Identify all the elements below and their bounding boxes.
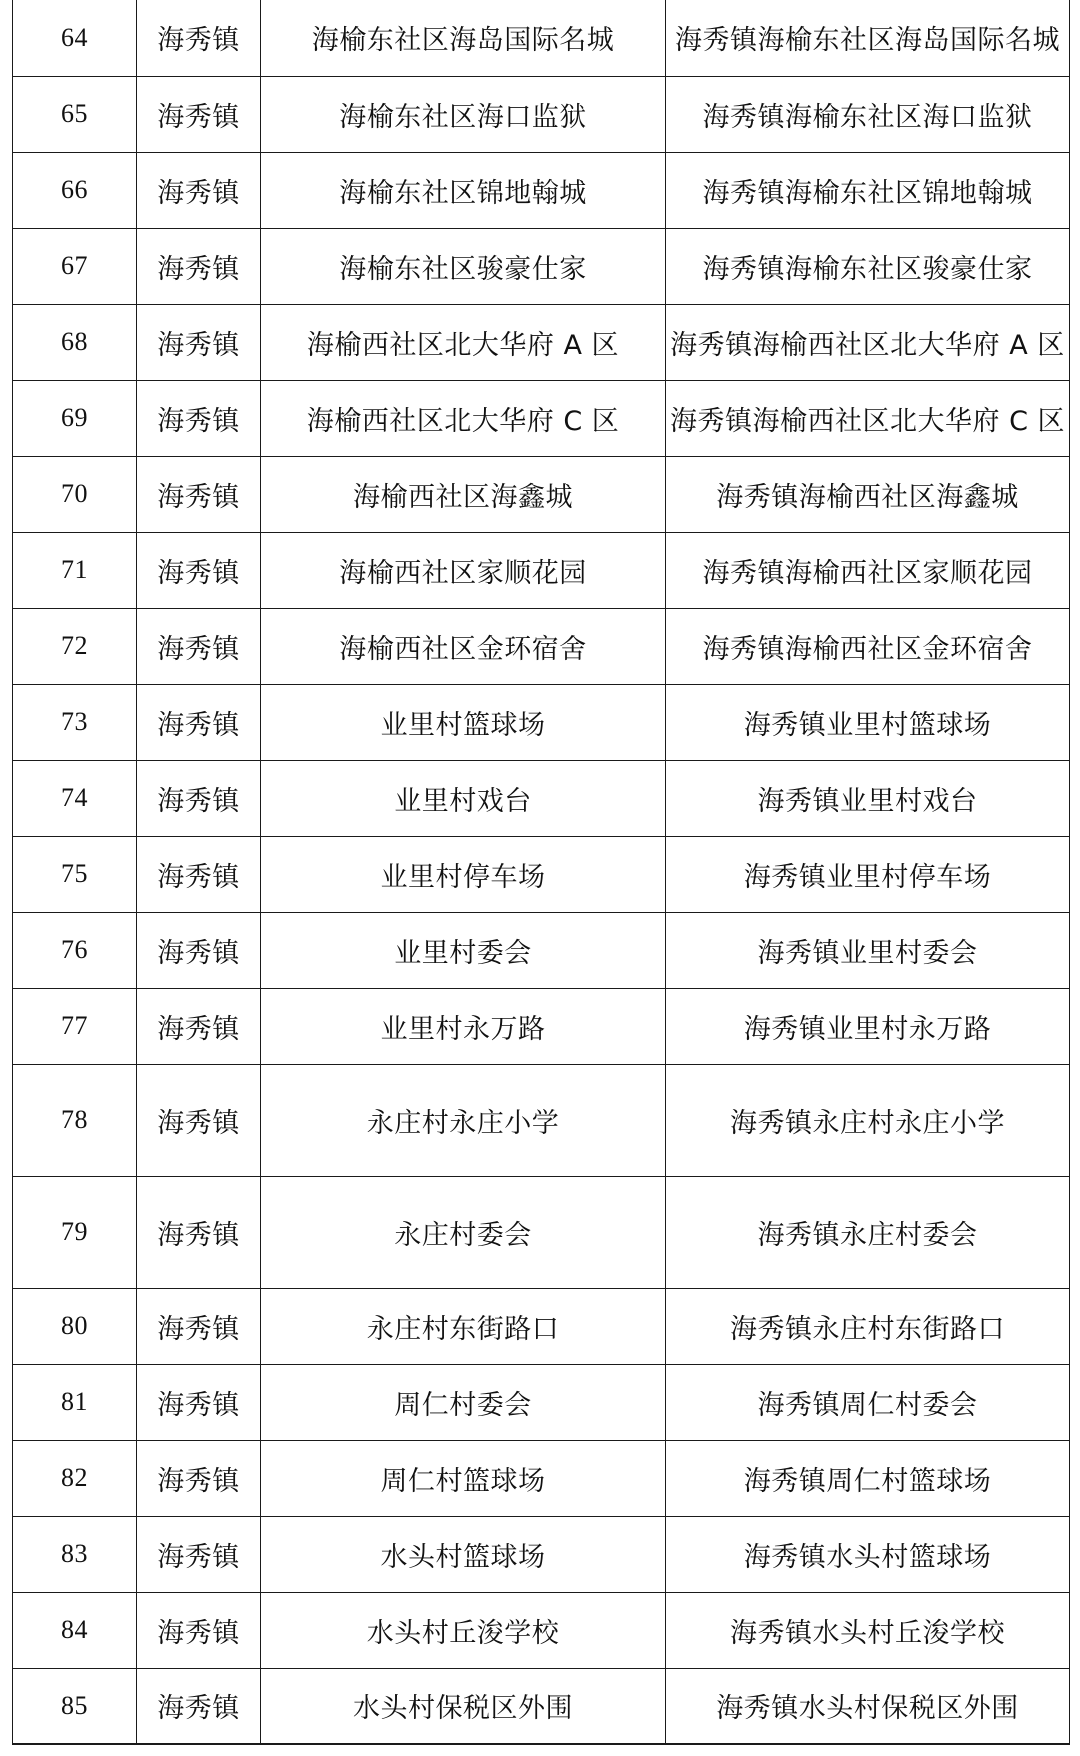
full-address-cell: 海秀镇业里村篮球场 bbox=[666, 684, 1070, 760]
town-cell: 海秀镇 bbox=[137, 228, 261, 304]
site-cell: 海榆东社区锦地翰城 bbox=[261, 152, 666, 228]
row-number: 82 bbox=[13, 1440, 137, 1516]
town-cell: 海秀镇 bbox=[137, 912, 261, 988]
table-row bbox=[13, 380, 1070, 456]
full-address-cell: 海秀镇海榆西社区海鑫城 bbox=[666, 456, 1070, 532]
site-cell: 海榆东社区海岛国际名城 bbox=[261, 0, 666, 76]
town-cell: 海秀镇 bbox=[137, 0, 261, 76]
site-cell: 水头村篮球场 bbox=[261, 1516, 666, 1592]
full-address-cell: 海秀镇海榆东社区海口监狱 bbox=[666, 76, 1070, 152]
site-cell: 业里村永万路 bbox=[261, 988, 666, 1064]
full-address-cell: 海秀镇周仁村委会 bbox=[666, 1364, 1070, 1440]
row-number: 72 bbox=[13, 608, 137, 684]
table-row bbox=[13, 1064, 1070, 1176]
town-cell: 海秀镇 bbox=[137, 152, 261, 228]
table-row bbox=[13, 988, 1070, 1064]
table-row bbox=[13, 76, 1070, 152]
town-cell: 海秀镇 bbox=[137, 760, 261, 836]
site-cell: 永庄村委会 bbox=[261, 1176, 666, 1288]
site-cell: 水头村保税区外围 bbox=[261, 1668, 666, 1744]
table-row bbox=[13, 228, 1070, 304]
row-number: 79 bbox=[13, 1176, 137, 1288]
table-row bbox=[13, 456, 1070, 532]
site-cell: 海榆西社区北大华府 C 区 bbox=[261, 380, 666, 456]
full-address-cell: 海秀镇海榆西社区金环宿舍 bbox=[666, 608, 1070, 684]
table-row bbox=[13, 1364, 1070, 1440]
row-number: 73 bbox=[13, 684, 137, 760]
full-address-cell: 海秀镇海榆东社区骏豪仕家 bbox=[666, 228, 1070, 304]
site-cell: 海榆西社区海鑫城 bbox=[261, 456, 666, 532]
table-row bbox=[13, 912, 1070, 988]
full-address-cell: 海秀镇水头村保税区外围 bbox=[666, 1668, 1070, 1744]
full-address-cell: 海秀镇永庄村永庄小学 bbox=[666, 1064, 1070, 1176]
town-cell: 海秀镇 bbox=[137, 304, 261, 380]
row-number: 84 bbox=[13, 1592, 137, 1668]
full-address-cell: 海秀镇业里村永万路 bbox=[666, 988, 1070, 1064]
town-cell: 海秀镇 bbox=[137, 836, 261, 912]
row-number: 85 bbox=[13, 1668, 137, 1744]
table-row bbox=[13, 152, 1070, 228]
town-cell: 海秀镇 bbox=[137, 1592, 261, 1668]
full-address-cell: 海秀镇水头村丘浚学校 bbox=[666, 1592, 1070, 1668]
full-address-cell: 海秀镇永庄村委会 bbox=[666, 1176, 1070, 1288]
table-row bbox=[13, 836, 1070, 912]
full-address-cell: 海秀镇海榆西社区北大华府 C 区 bbox=[666, 380, 1070, 456]
table-row bbox=[13, 304, 1070, 380]
row-number: 75 bbox=[13, 836, 137, 912]
full-address-cell: 海秀镇周仁村篮球场 bbox=[666, 1440, 1070, 1516]
site-cell: 永庄村东街路口 bbox=[261, 1288, 666, 1364]
full-address-cell: 海秀镇海榆西社区家顺花园 bbox=[666, 532, 1070, 608]
site-cell: 周仁村委会 bbox=[261, 1364, 666, 1440]
row-number: 68 bbox=[13, 304, 137, 380]
table-row bbox=[13, 608, 1070, 684]
town-cell: 海秀镇 bbox=[137, 380, 261, 456]
town-cell: 海秀镇 bbox=[137, 76, 261, 152]
row-number: 76 bbox=[13, 912, 137, 988]
town-cell: 海秀镇 bbox=[137, 988, 261, 1064]
town-cell: 海秀镇 bbox=[137, 1440, 261, 1516]
town-cell: 海秀镇 bbox=[137, 1176, 261, 1288]
site-cell: 业里村委会 bbox=[261, 912, 666, 988]
row-number: 74 bbox=[13, 760, 137, 836]
town-cell: 海秀镇 bbox=[137, 1364, 261, 1440]
site-cell: 周仁村篮球场 bbox=[261, 1440, 666, 1516]
row-number: 83 bbox=[13, 1516, 137, 1592]
row-number: 69 bbox=[13, 380, 137, 456]
town-cell: 海秀镇 bbox=[137, 608, 261, 684]
full-address-cell: 海秀镇海榆西社区北大华府 A 区 bbox=[666, 304, 1070, 380]
row-number: 77 bbox=[13, 988, 137, 1064]
site-cell: 海榆东社区骏豪仕家 bbox=[261, 228, 666, 304]
row-number: 65 bbox=[13, 76, 137, 152]
table-row bbox=[13, 1668, 1070, 1744]
row-number: 67 bbox=[13, 228, 137, 304]
table-row bbox=[13, 1176, 1070, 1288]
table-row bbox=[13, 760, 1070, 836]
town-cell: 海秀镇 bbox=[137, 456, 261, 532]
row-number: 81 bbox=[13, 1364, 137, 1440]
table-row bbox=[13, 1592, 1070, 1668]
town-cell: 海秀镇 bbox=[137, 1064, 261, 1176]
town-cell: 海秀镇 bbox=[137, 1288, 261, 1364]
site-cell: 永庄村永庄小学 bbox=[261, 1064, 666, 1176]
town-cell: 海秀镇 bbox=[137, 532, 261, 608]
town-cell: 海秀镇 bbox=[137, 1668, 261, 1744]
full-address-cell: 海秀镇海榆东社区海岛国际名城 bbox=[666, 0, 1070, 76]
table-row bbox=[13, 684, 1070, 760]
row-number: 70 bbox=[13, 456, 137, 532]
full-address-cell: 海秀镇永庄村东街路口 bbox=[666, 1288, 1070, 1364]
location-table bbox=[12, 0, 1069, 1745]
full-address-cell: 海秀镇业里村停车场 bbox=[666, 836, 1070, 912]
location-grid bbox=[12, 0, 1070, 1745]
town-cell: 海秀镇 bbox=[137, 684, 261, 760]
row-number: 66 bbox=[13, 152, 137, 228]
site-cell: 海榆西社区北大华府 A 区 bbox=[261, 304, 666, 380]
full-address-cell: 海秀镇业里村委会 bbox=[666, 912, 1070, 988]
table-row bbox=[13, 1440, 1070, 1516]
site-cell: 业里村戏台 bbox=[261, 760, 666, 836]
row-number: 80 bbox=[13, 1288, 137, 1364]
row-number: 64 bbox=[13, 0, 137, 76]
site-cell: 水头村丘浚学校 bbox=[261, 1592, 666, 1668]
table-row bbox=[13, 0, 1070, 76]
full-address-cell: 海秀镇水头村篮球场 bbox=[666, 1516, 1070, 1592]
site-cell: 海榆西社区家顺花园 bbox=[261, 532, 666, 608]
full-address-cell: 海秀镇业里村戏台 bbox=[666, 760, 1070, 836]
table-row bbox=[13, 1516, 1070, 1592]
row-number: 78 bbox=[13, 1064, 137, 1176]
row-number: 71 bbox=[13, 532, 137, 608]
full-address-cell: 海秀镇海榆东社区锦地翰城 bbox=[666, 152, 1070, 228]
site-cell: 海榆西社区金环宿舍 bbox=[261, 608, 666, 684]
site-cell: 业里村停车场 bbox=[261, 836, 666, 912]
table-row bbox=[13, 1288, 1070, 1364]
site-cell: 业里村篮球场 bbox=[261, 684, 666, 760]
town-cell: 海秀镇 bbox=[137, 1516, 261, 1592]
site-cell: 海榆东社区海口监狱 bbox=[261, 76, 666, 152]
table-row bbox=[13, 532, 1070, 608]
